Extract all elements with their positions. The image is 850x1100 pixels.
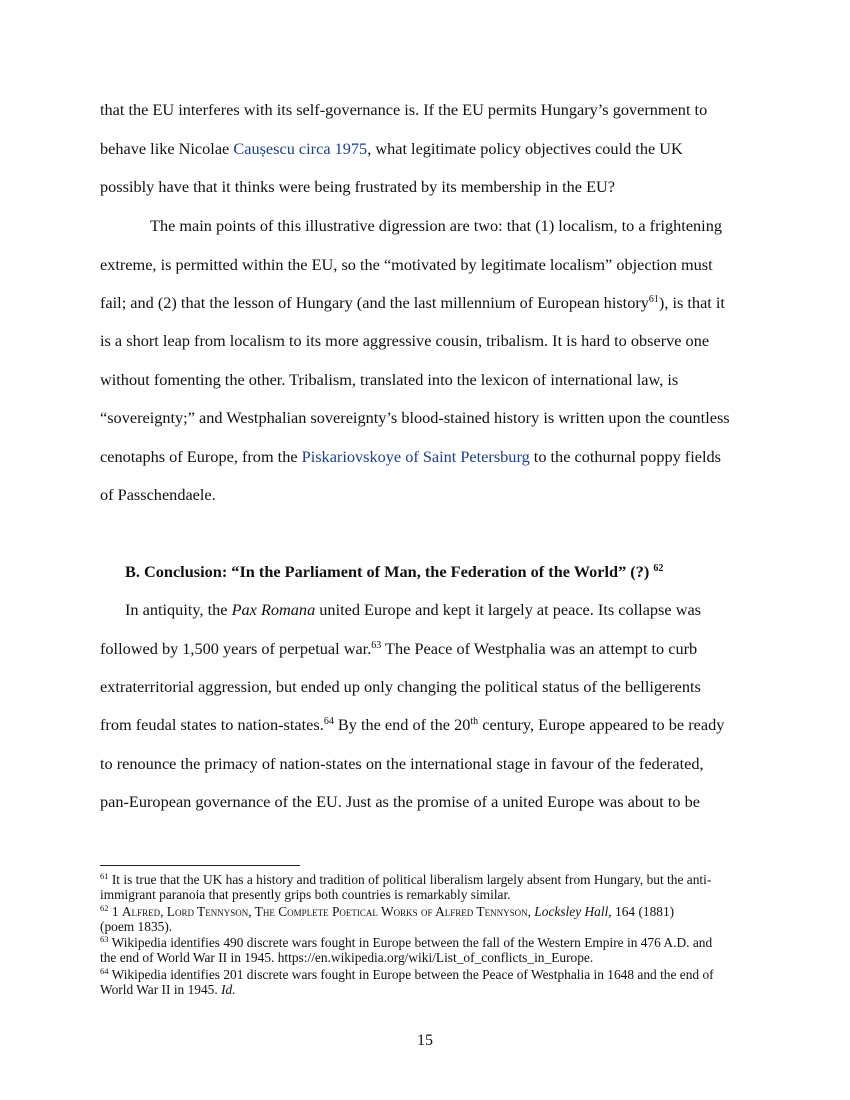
footnote-number: 61	[100, 871, 109, 881]
footnote-text: It is true that the UK has a history and tradition of political liberalism largely absent from Hungary, but the anti-	[108, 872, 712, 887]
body-line	[100, 715, 724, 735]
text-run: united Europe and kept it largely at peace. Its collapse was	[315, 600, 702, 619]
body-line: “sovereignty;” and Westphalian sovereignty’s blood-stained history is written upon the countless	[100, 408, 730, 427]
page-number: 15	[417, 1032, 433, 1049]
footnote-text: 1	[108, 904, 122, 919]
italic-text: Pax Romana	[231, 600, 316, 619]
ordinal-suffix: th	[470, 716, 479, 727]
footnote-separator	[100, 865, 300, 866]
heading-text: B. Conclusion: “In the Parliament of Man, the Federation of the World” (?)	[125, 562, 650, 581]
footnote-ref[interactable]: 62	[653, 563, 664, 574]
body-line: The main points of this illustrative digression are two: that (1) localism, to a frightening	[150, 216, 722, 235]
body-line	[100, 447, 721, 467]
text-run: behave like Nicolae	[100, 139, 234, 158]
footnote-61	[100, 873, 760, 888]
footnote-number: 62	[100, 903, 109, 913]
footnote-text: Wikipedia identifies 490 discrete wars fought in Europe between the fall of the Western Empire in 476 A.D. and	[108, 935, 713, 950]
footnote-smallcaps: Alfred, Lord Tennyson, The Complete Poetical Works of Alfred Tennyson,	[121, 904, 531, 919]
text-run: to the cothurnal poppy fields	[529, 447, 721, 466]
text-run: By the end of the 20	[333, 715, 471, 734]
footnote-64-cont	[100, 983, 760, 998]
body-line: pan-European governance of the EU. Just as the promise of a united Europe was about to be	[100, 792, 700, 811]
inline-link[interactable]: Caușescu circa 1975	[233, 139, 368, 158]
footnote-number: 63	[100, 934, 109, 944]
text-run: ), is that it	[658, 293, 725, 312]
footnote-italic: Id.	[221, 982, 236, 997]
text-run: The Peace of Westphalia was an attempt to curb	[381, 639, 698, 658]
body-line	[100, 293, 725, 313]
body-line: of Passchendaele.	[100, 485, 216, 504]
footnote-text: World War II in 1945.	[100, 982, 222, 997]
body-line	[100, 639, 697, 659]
text-run: cenotaphs of Europe, from the	[100, 447, 302, 466]
body-line: extreme, is permitted within the EU, so the “motivated by legitimate localism” objection must	[100, 255, 713, 274]
inline-link[interactable]: Piskariovskoye of Saint Petersburg	[301, 447, 530, 466]
body-line	[125, 600, 701, 620]
body-line: extraterritorial aggression, but ended up only changing the political status of the belligerents	[100, 677, 701, 696]
footnote-text: Wikipedia identifies 201 discrete wars fought in Europe between the Peace of Westphalia in 1648 and the end of	[108, 967, 714, 982]
footnote-number: 64	[100, 966, 109, 976]
body-line	[100, 139, 683, 159]
body-line: possibly have that it thinks were being frustrated by its membership in the EU?	[100, 177, 616, 196]
footnote-62	[100, 905, 760, 920]
text-run: fail; and (2) that the lesson of Hungary (and the last millennium of European history	[100, 293, 649, 312]
footnote-ref[interactable]: 61	[648, 294, 659, 305]
footnote-61-cont: immigrant paranoia that presently grips both countries is remarkably similar.	[100, 887, 511, 902]
body-line: that the EU interferes with its self-governance is. If the EU permits Hungary’s government to	[100, 100, 708, 119]
body-line: without fomenting the other. Tribalism, translated into the lexicon of international law, is	[100, 370, 679, 389]
text-run: from feudal states to nation-states.	[100, 715, 324, 734]
body-line: to renounce the primacy of nation-states on the international stage in favour of the federated,	[100, 754, 704, 773]
footnote-ref[interactable]: 63	[371, 640, 382, 651]
footnote-63	[100, 936, 760, 951]
footnote-63-cont: the end of World War II in 1945. https://en.wikipedia.org/wiki/List_of_conflicts_in_Europe.	[100, 950, 594, 965]
text-run: followed by 1,500 years of perpetual war.	[100, 639, 372, 658]
section-heading	[125, 562, 663, 582]
footnote-ref[interactable]: 64	[323, 716, 334, 727]
text-run: , what legitimate policy objectives could the UK	[367, 139, 683, 158]
footnote-text: 164 (1881)	[611, 904, 675, 919]
text-run: In antiquity, the	[125, 600, 232, 619]
text-run: century, Europe appeared to be ready	[478, 715, 725, 734]
footnote-64	[100, 968, 760, 983]
footnote-62-cont: (poem 1835).	[100, 919, 173, 934]
footnote-italic: Locksley Hall,	[530, 904, 612, 919]
body-line: is a short leap from localism to its more aggressive cousin, tribalism. It is hard to observe one	[100, 331, 710, 350]
